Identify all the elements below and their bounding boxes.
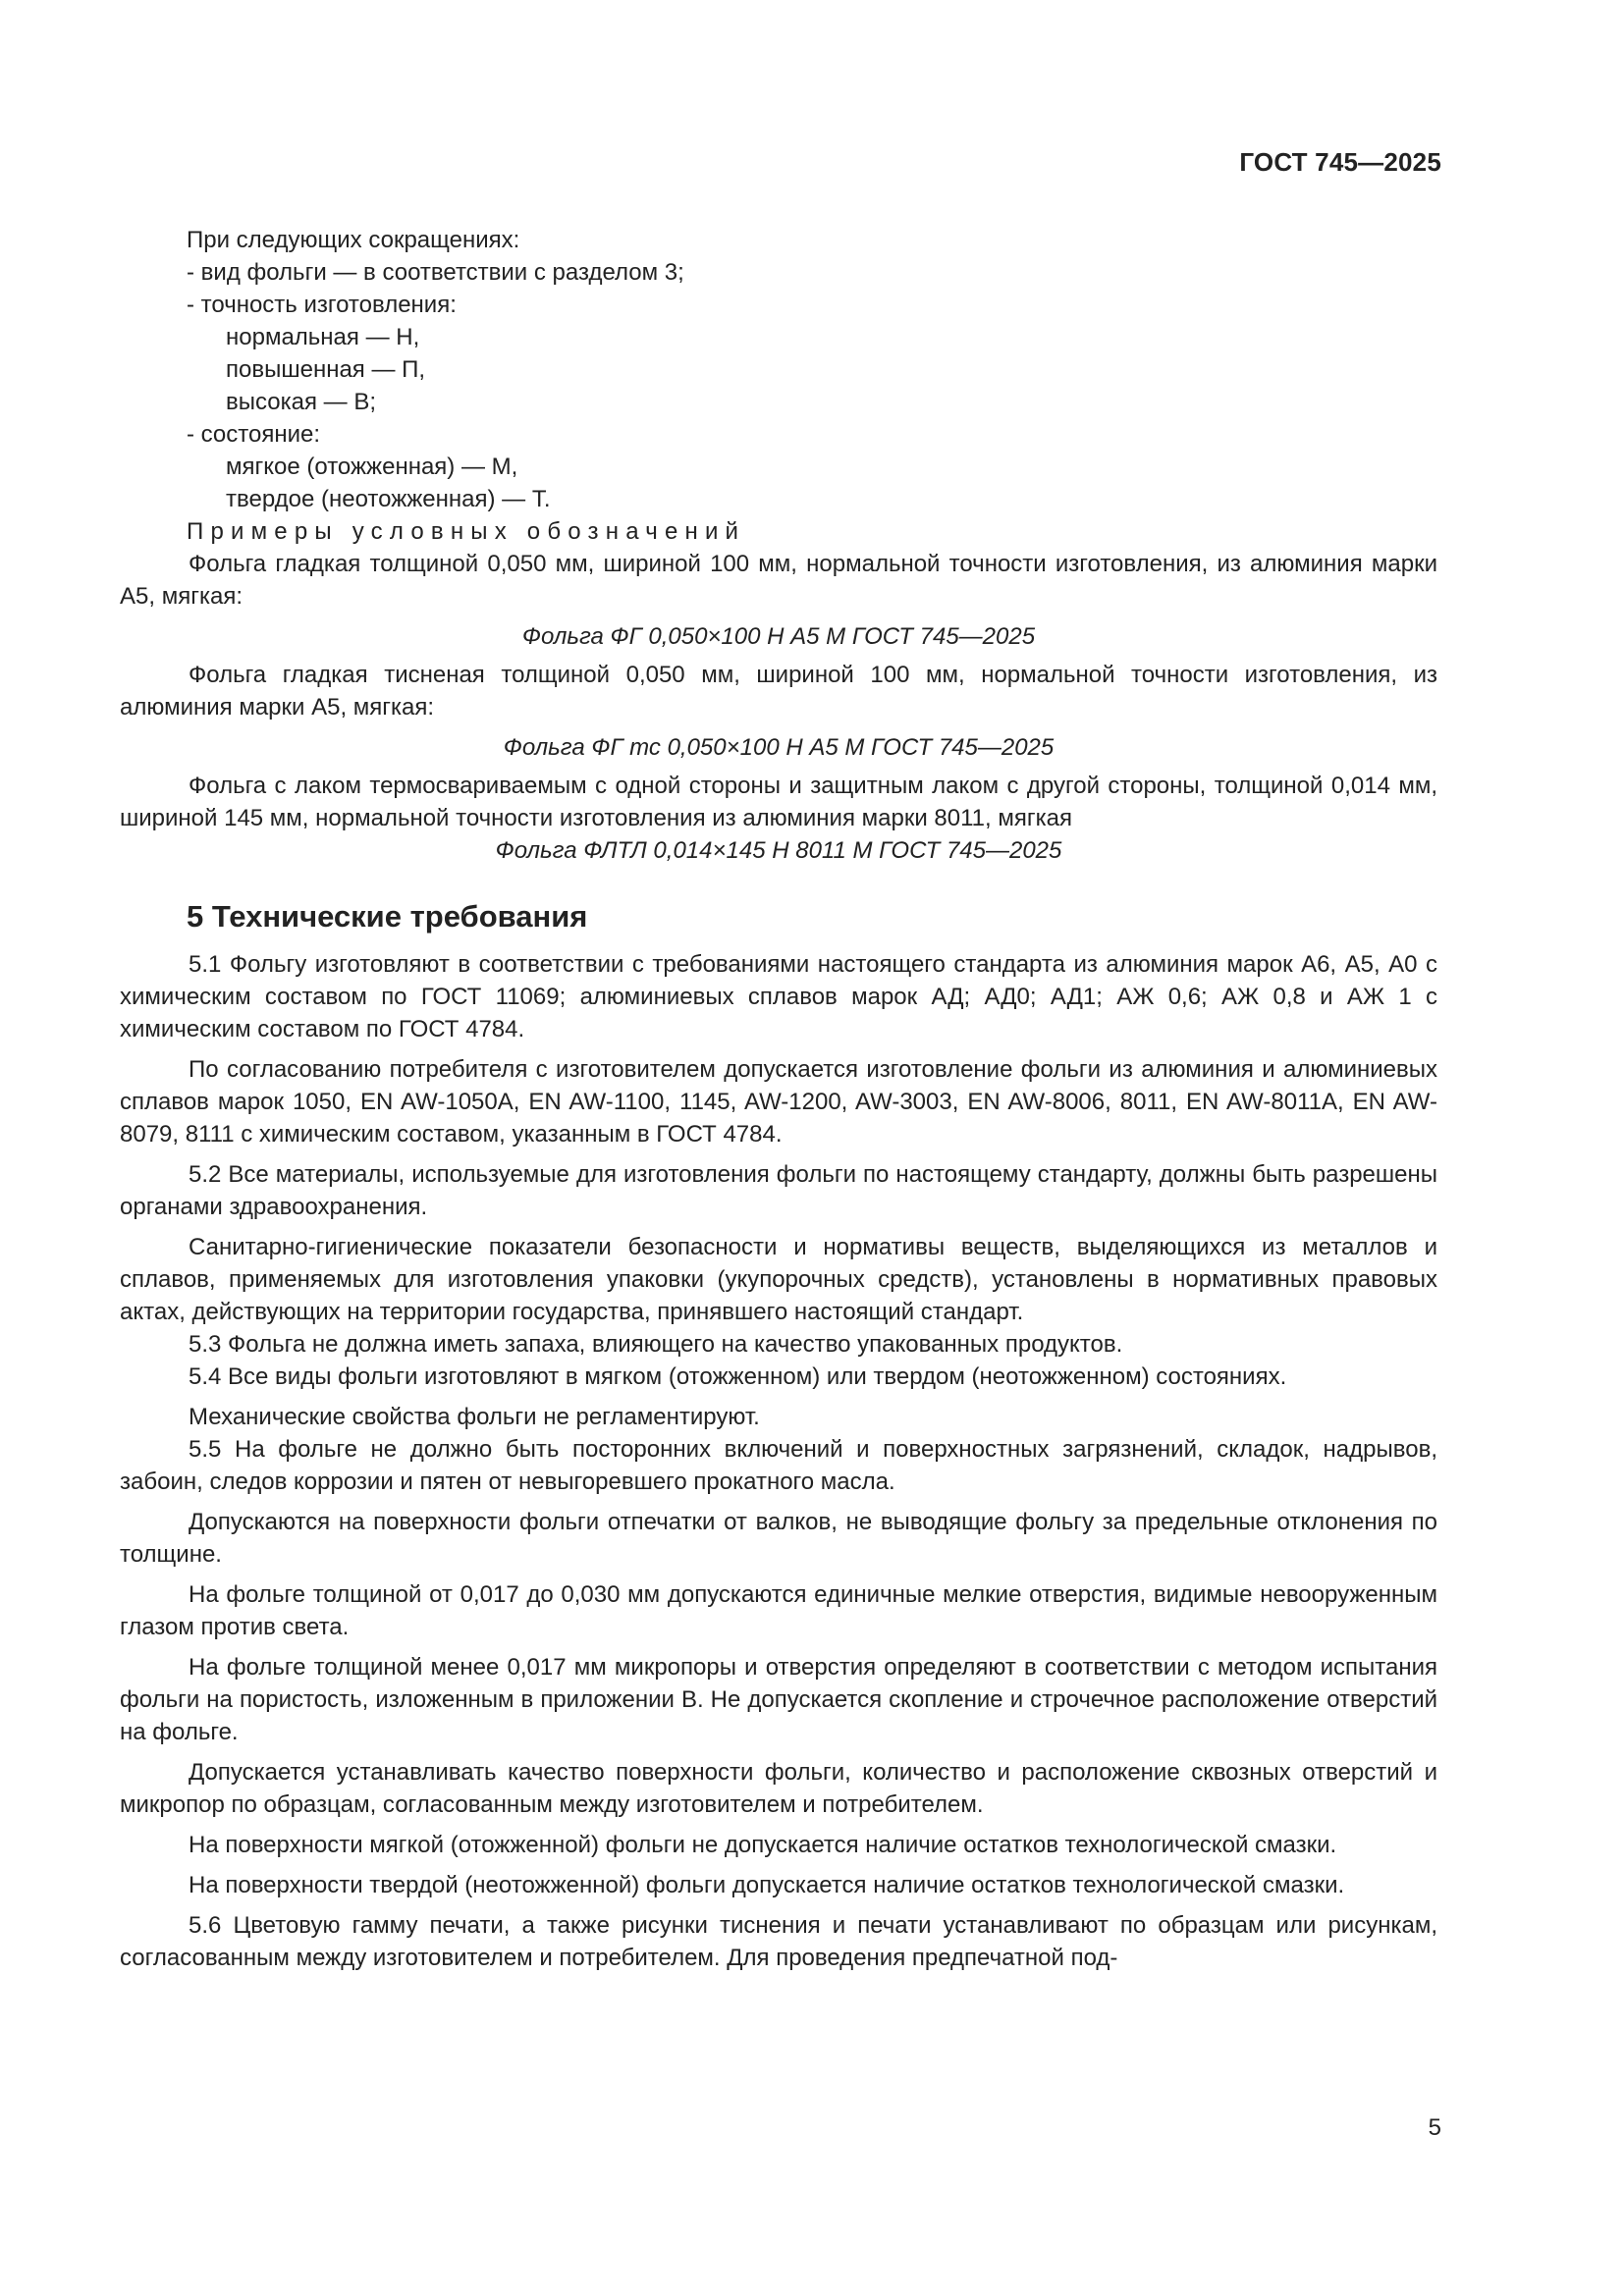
abbreviation-precision-label: - точность изготовления:: [187, 292, 457, 318]
abbreviation-precision-high: высокая — В;: [226, 389, 376, 415]
abbreviation-precision-increased: повышенная — П,: [226, 356, 426, 383]
abbreviation-precision-normal: нормальная — Н,: [226, 324, 420, 350]
clause-5-5-soft-lubricant: На поверхности мягкой (отожженной) фольги не допускается наличие остатков технологической смазки.: [189, 1832, 1337, 1858]
clause-5-5-samples: Допускается устанавливать качество поверхности фольги, количество и расположение сквозных отверстий и микропор по образцам, согласованным между изготовителем и потребителем.: [120, 1759, 1437, 1818]
clause-5-6: 5.6 Цветовую гамму печати, а также рисунки тиснения и печати устанавливают по образцам или рисункам, согласованным между изготовителем и потребителем. Для проведения предпечатной под-: [120, 1912, 1437, 1971]
clause-5-4: 5.4 Все виды фольги изготовляют в мягком (отожженном) или твердом (неотожженном) состояниях.: [189, 1363, 1287, 1390]
clause-5-5: 5.5 На фольге не должно быть посторонних включений и поверхностных загрязнений, складок, надрывов, забоин, следов коррозии и пятен от невыгоревшего прокатного масла.: [120, 1436, 1437, 1495]
clause-5-5-rolls: Допускаются на поверхности фольги отпечатки от валков, не выводящие фольгу за предельные отклонения по толщине.: [120, 1509, 1437, 1568]
abbreviation-foil-type: - вид фольги — в соответствии с разделом 3;: [187, 259, 684, 286]
abbreviations-intro: При следующих сокращениях:: [187, 227, 520, 253]
page-number: 5: [1428, 2114, 1441, 2141]
clause-5-2: 5.2 Все материалы, используемые для изготовления фольги по настоящему стандарту, должны быть разрешены органами здравоохранения.: [120, 1161, 1437, 1220]
document-code: ГОСТ 745—2025: [1239, 147, 1441, 177]
document-body: [120, 224, 1437, 1974]
clause-5-4-note: Механические свойства фольги не регламентируют.: [189, 1404, 760, 1430]
examples-heading: Примеры условных обозначений: [187, 518, 746, 545]
abbreviation-state-hard: твердое (неотожженная) — Т.: [226, 486, 551, 512]
example-3-text: Фольга с лаком термосвариваемым с одной стороны и защитным лаком с другой стороны, толщиной 0,014 мм, шириной 145 мм, нормальной точности изготовления из алюминия марки 8011, мягкая: [120, 773, 1437, 831]
clause-5-5-micropores: На фольге толщиной менее 0,017 мм микропоры и отверстия определяют в соответствии с методом испытания фольги на пористость, изложенным в приложении В. Не допускается скопление и строчечное расположение отверстий на фольге.: [120, 1654, 1437, 1745]
example-3-designation: Фольга ФЛТЛ 0,014×145 Н 8011 М ГОСТ 745—2025: [495, 837, 1062, 864]
example-2-text: Фольга гладкая тисненая толщиной 0,050 мм, шириной 100 мм, нормальной точности изготовления, из алюминия марки А5, мягкая:: [120, 662, 1437, 721]
abbreviation-state-soft: мягкое (отожженная) — М,: [226, 454, 518, 480]
clause-5-5-hard-lubricant: На поверхности твердой (неотожженной) фольги допускается наличие остатков технологической смазки.: [189, 1872, 1345, 1898]
section-5-title: 5 Технические требования: [187, 899, 588, 934]
example-2-designation: Фольга ФГ тс 0,050×100 Н А5 М ГОСТ 745—2025: [503, 734, 1055, 761]
clause-5-1-note: По согласованию потребителя с изготовителем допускается изготовление фольги из алюминия и алюминиевых сплавов марок 1050, EN AW-1050A, EN AW-1100, 1145, AW-1200, AW-3003, EN AW-8006, 8011, EN AW-8011A, EN AW-8079, 8111 с химическим составом, указанным в ГОСТ 4784.: [120, 1056, 1437, 1148]
abbreviation-state-label: - состояние:: [187, 421, 321, 448]
clause-5-5-holes: На фольге толщиной от 0,017 до 0,030 мм допускаются единичные мелкие отверстия, видимые невооруженным глазом против света.: [120, 1581, 1437, 1640]
example-1-designation: Фольга ФГ 0,050×100 Н А5 М ГОСТ 745—2025: [521, 623, 1036, 650]
clause-5-2-note: Санитарно-гигиенические показатели безопасности и нормативы веществ, выделяющихся из металлов и сплавов, применяемых для изготовления упаковки (укупорочных средств), установлены в нормативных правовых актах, действующих на территории государства, принявшего настоящий стандарт.: [120, 1234, 1437, 1325]
example-1-text: Фольга гладкая толщиной 0,050 мм, шириной 100 мм, нормальной точности изготовления, из алюминия марки А5, мягкая:: [120, 551, 1437, 610]
clause-5-1: 5.1 Фольгу изготовляют в соответствии с требованиями настоящего стандарта из алюминия марок А6, А5, А0 с химическим составом по ГОСТ 11069; алюминиевых сплавов марок АД; АД0; АД1; АЖ 0,6; АЖ 0,8 и АЖ 1 с химическим составом по ГОСТ 4784.: [120, 951, 1437, 1042]
clause-5-3: 5.3 Фольга не должна иметь запаха, влияющего на качество упакованных продуктов.: [189, 1331, 1123, 1358]
